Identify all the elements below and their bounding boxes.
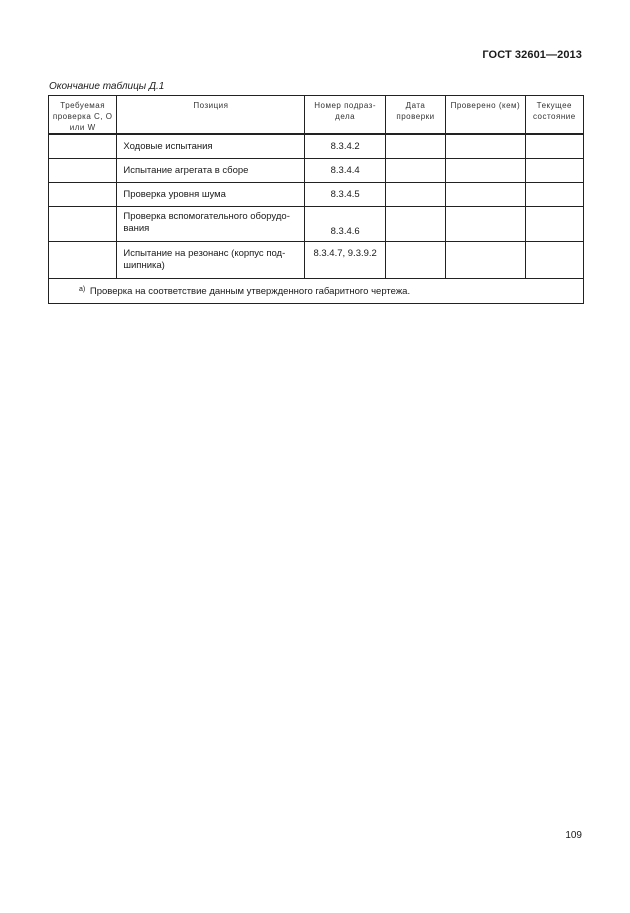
cell-position: Проверка вспомогательного оборудо-вания [117,206,305,241]
cell-required [49,241,117,278]
cell-checked-by [446,134,525,158]
cell-checked-by [446,206,525,241]
cell-date [385,158,445,182]
column-header-position: Позиция [117,96,305,135]
cell-status [525,134,583,158]
table-footnote [49,278,584,303]
cell-status [525,241,583,278]
cell-position: Испытание на резонанс (корпус под-шипника) [117,241,305,278]
cell-section: 8.3.4.4 [305,158,385,182]
cell-required [49,182,117,206]
cell-checked-by [446,182,525,206]
column-header-status: Текущее состояние [525,96,583,135]
cell-section: 8.3.4.2 [305,134,385,158]
standard-header: ГОСТ 32601—2013 [482,49,582,61]
cell-required [49,134,117,158]
table-row [49,241,584,278]
table-row [49,158,584,182]
cell-position: Ходовые испытания [117,134,305,158]
table-row [49,206,584,241]
cell-position: Проверка уровня шума [117,182,305,206]
cell-status [525,206,583,241]
cell-checked-by [446,241,525,278]
cell-section: 8.3.4.5 [305,182,385,206]
cell-date [385,206,445,241]
column-header-section: Номер подраз-дела [305,96,385,135]
cell-section: 8.3.4.6 [305,206,385,241]
cell-date [385,241,445,278]
column-header-checked-by: Проверено (кем) [446,96,525,135]
cell-required [49,206,117,241]
table-row [49,182,584,206]
cell-required [49,158,117,182]
inspection-table [48,95,584,304]
cell-date [385,182,445,206]
cell-date [385,134,445,158]
cell-status [525,182,583,206]
table-caption: Окончание таблицы Д.1 [49,81,165,92]
cell-status [525,158,583,182]
table-header-row [49,96,584,135]
footnote-marker: а) [79,285,86,293]
cell-position: Испытание агрегата в сборе [117,158,305,182]
table-footnote-row [49,278,584,303]
table-row [49,134,584,158]
column-header-date: Дата проверки [385,96,445,135]
cell-checked-by [446,158,525,182]
footnote-text: Проверка на соответствие данным утвержденного габаритного чертежа. [89,285,411,297]
page-number: 109 [565,830,582,841]
column-header-required: Требуемая проверка С, О или W [49,96,117,135]
cell-section: 8.3.4.7, 9.3.9.2 [305,241,385,278]
